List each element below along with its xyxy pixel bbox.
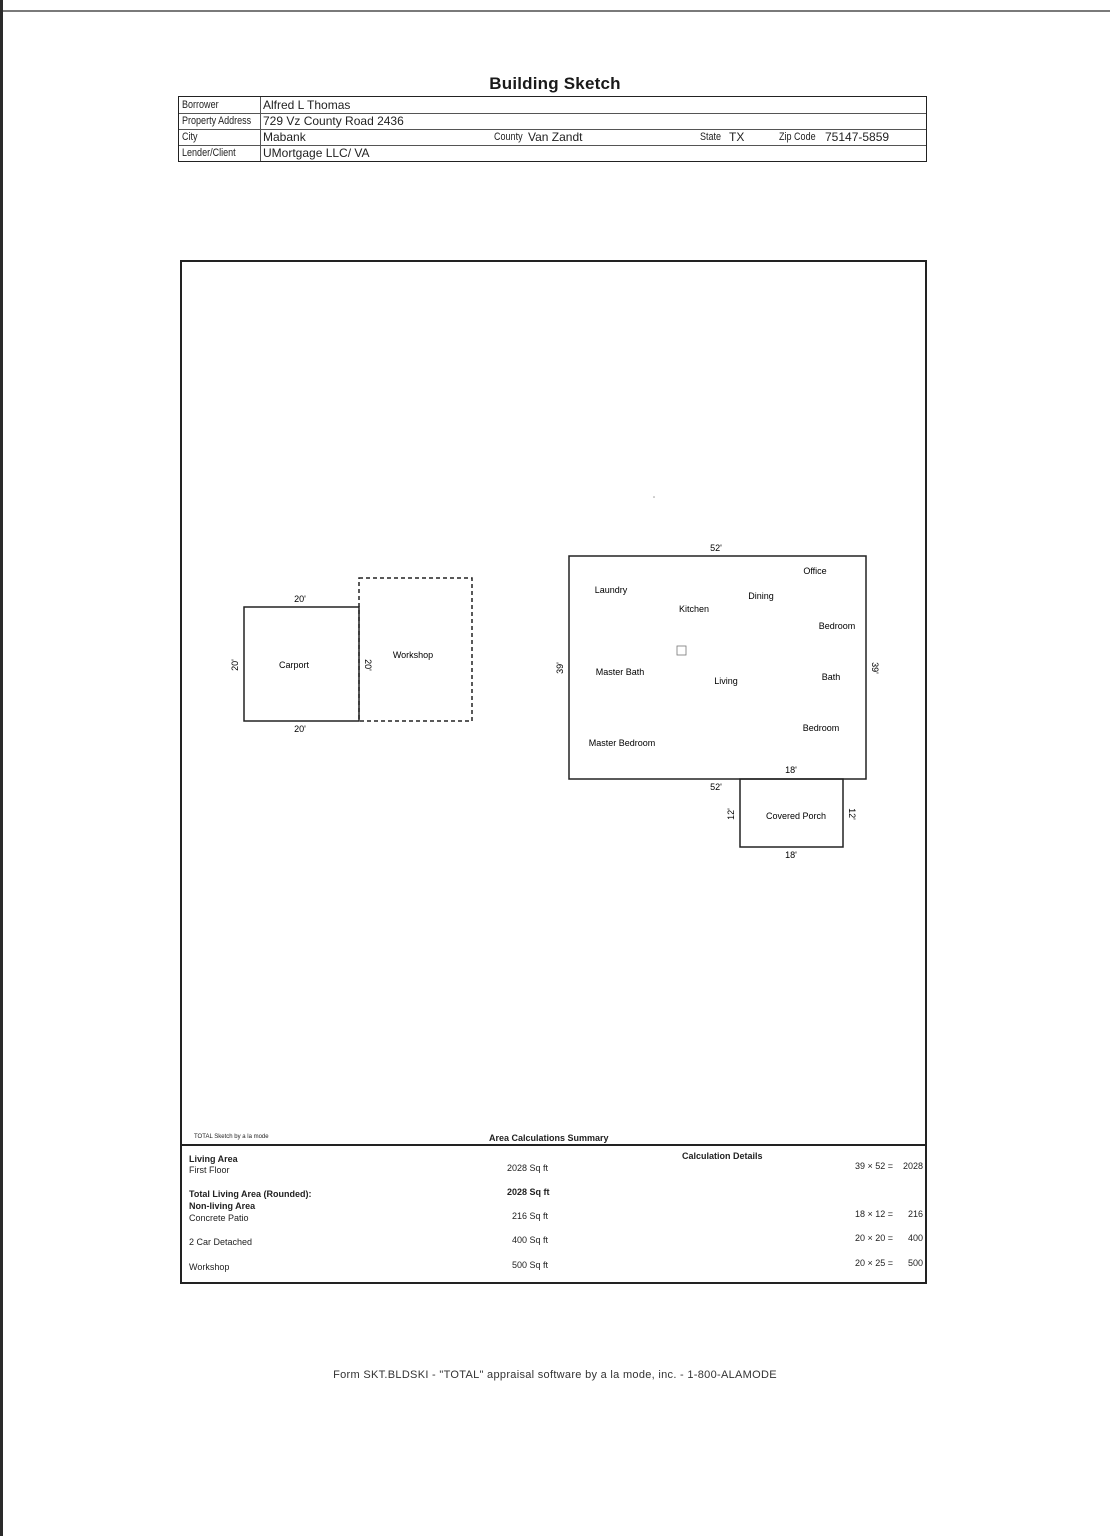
software-note: TOTAL Sketch by a la mode [194,1134,269,1140]
patio-area: 216 Sq ft [512,1211,549,1221]
scan-speck [653,496,655,498]
carport-summary-calc: 20 × 20 = [855,1233,894,1243]
fixture-marker [677,646,686,655]
room-dining: Dining [748,591,774,601]
borrower-label: Borrower [182,99,219,111]
workshop-label: Workshop [392,650,434,660]
zip-label: Zip Code [779,131,816,143]
state-value: TX [729,130,745,144]
total-living-value: 2028 Sq ft [507,1187,550,1197]
house-bottom-dim: 52' [710,782,722,792]
address-label: Property Address [182,115,252,127]
patio-calc-result: 216 [908,1209,924,1219]
carport-top-dim: 20' [294,594,306,604]
patio-calc: 18 × 12 = [855,1209,894,1219]
first-floor-area: 2028 Sq ft [507,1163,549,1173]
room-office: Office [803,566,827,576]
carport-summary-label: 2 Car Detached [189,1237,253,1247]
room-master-bedroom: Master Bedroom [588,738,656,748]
zip-value: 75147-5859 [825,130,890,144]
lender-label: Lender/Client [182,147,236,159]
room-master-bath: Master Bath [595,667,645,677]
carport-bottom-dim: 20' [294,724,306,734]
house-top-dim: 52' [710,543,722,553]
workshop-summary-calc: 20 × 25 = [855,1258,894,1268]
house-right-dim: 39' [870,662,880,674]
porch-bottom-dim: 18' [785,850,797,860]
carport-summary-area: 400 Sq ft [512,1235,549,1245]
lender-value: UMortgage LLC/ VA [263,146,370,160]
calc-details-heading: Calculation Details [682,1151,763,1161]
workshop-summary-area: 500 Sq ft [512,1260,549,1270]
first-floor-calc: 39 × 52 = [855,1161,894,1171]
room-laundry: Laundry [594,585,628,595]
form-footer: Form SKT.BLDSKI - "TOTAL" appraisal software by a la mode, inc. - 1-800-ALAMODE [333,1369,777,1381]
house-left-dim: 39' [555,662,565,674]
state-label: State [700,131,722,143]
county-label: County [494,131,523,143]
room-bath: Bath [821,672,841,682]
first-floor-calc-result: 2028 [903,1161,924,1171]
total-living-label: Total Living Area (Rounded): [189,1189,312,1199]
city-value: Mabank [263,130,306,144]
carport-label: Carport [278,660,310,670]
carport-left-dim: 20' [230,659,240,671]
living-area-heading: Living Area [189,1154,238,1164]
room-living: Living [714,676,738,686]
porch-label: Covered Porch [765,811,827,821]
room-bedroom-1: Bedroom [818,621,856,631]
porch-offset-dim: 18' [785,765,797,775]
room-bedroom-2: Bedroom [802,723,840,733]
city-label: City [182,131,198,143]
county-value: Van Zandt [528,130,583,144]
first-floor-label: First Floor [189,1165,230,1175]
workshop-summary-calc-result: 500 [908,1258,924,1268]
room-kitchen: Kitchen [678,604,710,614]
borrower-value: Alfred L Thomas [263,98,351,112]
summary-heading: Area Calculations Summary [489,1133,609,1143]
address-value: 729 Vz County Road 2436 [263,114,404,128]
summary-divider [182,1144,927,1146]
page-title: Building Sketch [489,74,621,93]
carport-right-dim: 20' [363,659,373,671]
non-living-heading: Non-living Area [189,1201,256,1211]
porch-right-dim: 12' [847,808,857,820]
workshop-summary-label: Workshop [189,1262,230,1272]
patio-label: Concrete Patio [189,1213,249,1223]
carport-summary-calc-result: 400 [908,1233,924,1243]
porch-left-dim: 12' [726,808,736,820]
